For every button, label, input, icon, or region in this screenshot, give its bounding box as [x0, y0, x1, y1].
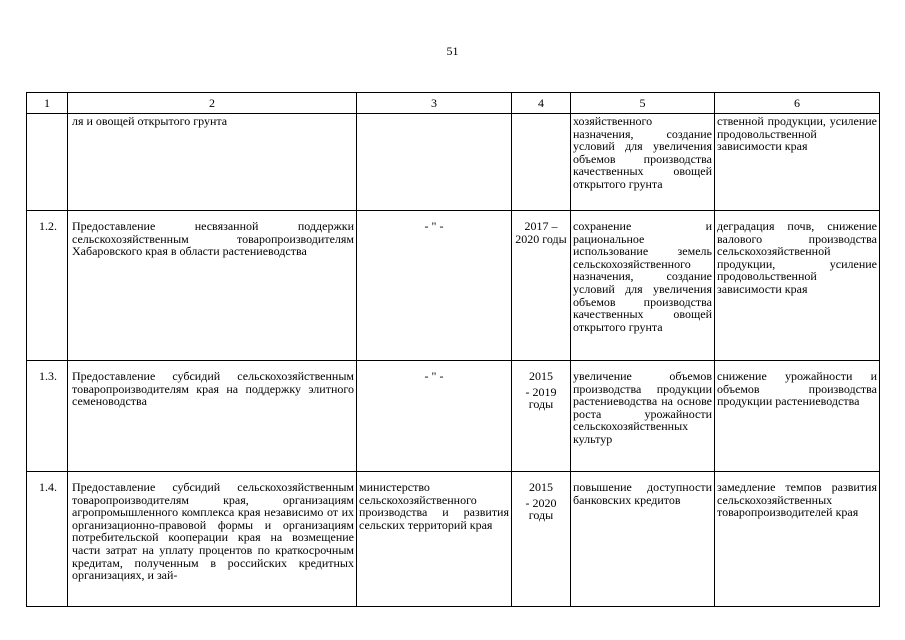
- executor-cell: [357, 114, 512, 211]
- table-row: [27, 472, 880, 607]
- header-row: [27, 93, 880, 114]
- table-row: [27, 361, 880, 472]
- period-cell: [512, 361, 571, 472]
- program-activities-table: [26, 92, 880, 607]
- header-cell: 3: [357, 93, 512, 114]
- row-number: 1.2.: [27, 211, 68, 361]
- period-end: - 2019 годы: [525, 384, 557, 412]
- row-number: 1.4.: [27, 472, 68, 607]
- table-row: [27, 114, 880, 211]
- period-start: 2015: [529, 369, 553, 383]
- period-cell: [512, 114, 571, 211]
- period-cell: 2017 – 2020 годы: [512, 211, 571, 361]
- result-cell: сохранение и рациональное использование земель сельскохозяйственного назначения, создание условий для увеличения объемов производства качественных овощей открытого грунта: [571, 211, 715, 361]
- executor-cell: - " -: [357, 361, 512, 472]
- header-cell: 6: [715, 93, 880, 114]
- activity-cell: Предоставление несвязанной поддержки сельскохозяйственным товаропроизводителям Хабаровского края в области растениеводства: [68, 211, 357, 361]
- header-cell: 4: [512, 93, 571, 114]
- consequence-cell: замедление темпов развития сельскохозяйственных товаропроизводителей края: [715, 472, 880, 607]
- header-cell: 1: [27, 93, 68, 114]
- activity-cell: ля и овощей открытого грунта: [68, 114, 357, 211]
- result-cell: хозяйственного назначения, создание условий для увеличения объемов производства качественных овощей открытого грунта: [571, 114, 715, 211]
- consequence-cell: снижение урожайности и объемов производства продукции растениеводства: [715, 361, 880, 472]
- consequence-cell: деградация почв, снижение валового производства сельскохозяйственной продукции, усиление продовольственной зависимости края: [715, 211, 880, 361]
- row-number: [27, 114, 68, 211]
- result-cell: повышение доступности банковских кредитов: [571, 472, 715, 607]
- table-row: [27, 211, 880, 361]
- period-start: 2015: [529, 480, 553, 494]
- result-cell: увеличение объемов производства продукции растениеводства на основе роста урожайности сельскохозяйственных культур: [571, 361, 715, 472]
- header-cell: 2: [68, 93, 357, 114]
- period-end: - 2020 годы: [525, 495, 557, 523]
- executor-cell: - " -: [357, 211, 512, 361]
- consequence-cell: ственной продукции, усиление продовольственной зависимости края: [715, 114, 880, 211]
- period-cell: [512, 472, 571, 607]
- header-cell: 5: [571, 93, 715, 114]
- activity-cell: Предоставление субсидий сельскохозяйственным товаропроизводителям края, организациям агропромышленного комплекса края независимо от их организационно-правовой формы и организациям потребительской кооперации края на возмещение части затрат на уплату процентов по краткосрочным кредитам, полученным в российских кредитных организациях, и зай-: [68, 472, 357, 607]
- page-number: 51: [446, 44, 459, 58]
- row-number: 1.3.: [27, 361, 68, 472]
- activity-cell: Предоставление субсидий сельскохозяйственным товаропроизводителям края на поддержку элитного семеноводства: [68, 361, 357, 472]
- executor-cell: министерство сельскохозяйственного производства и развития сельских территорий края: [357, 472, 512, 607]
